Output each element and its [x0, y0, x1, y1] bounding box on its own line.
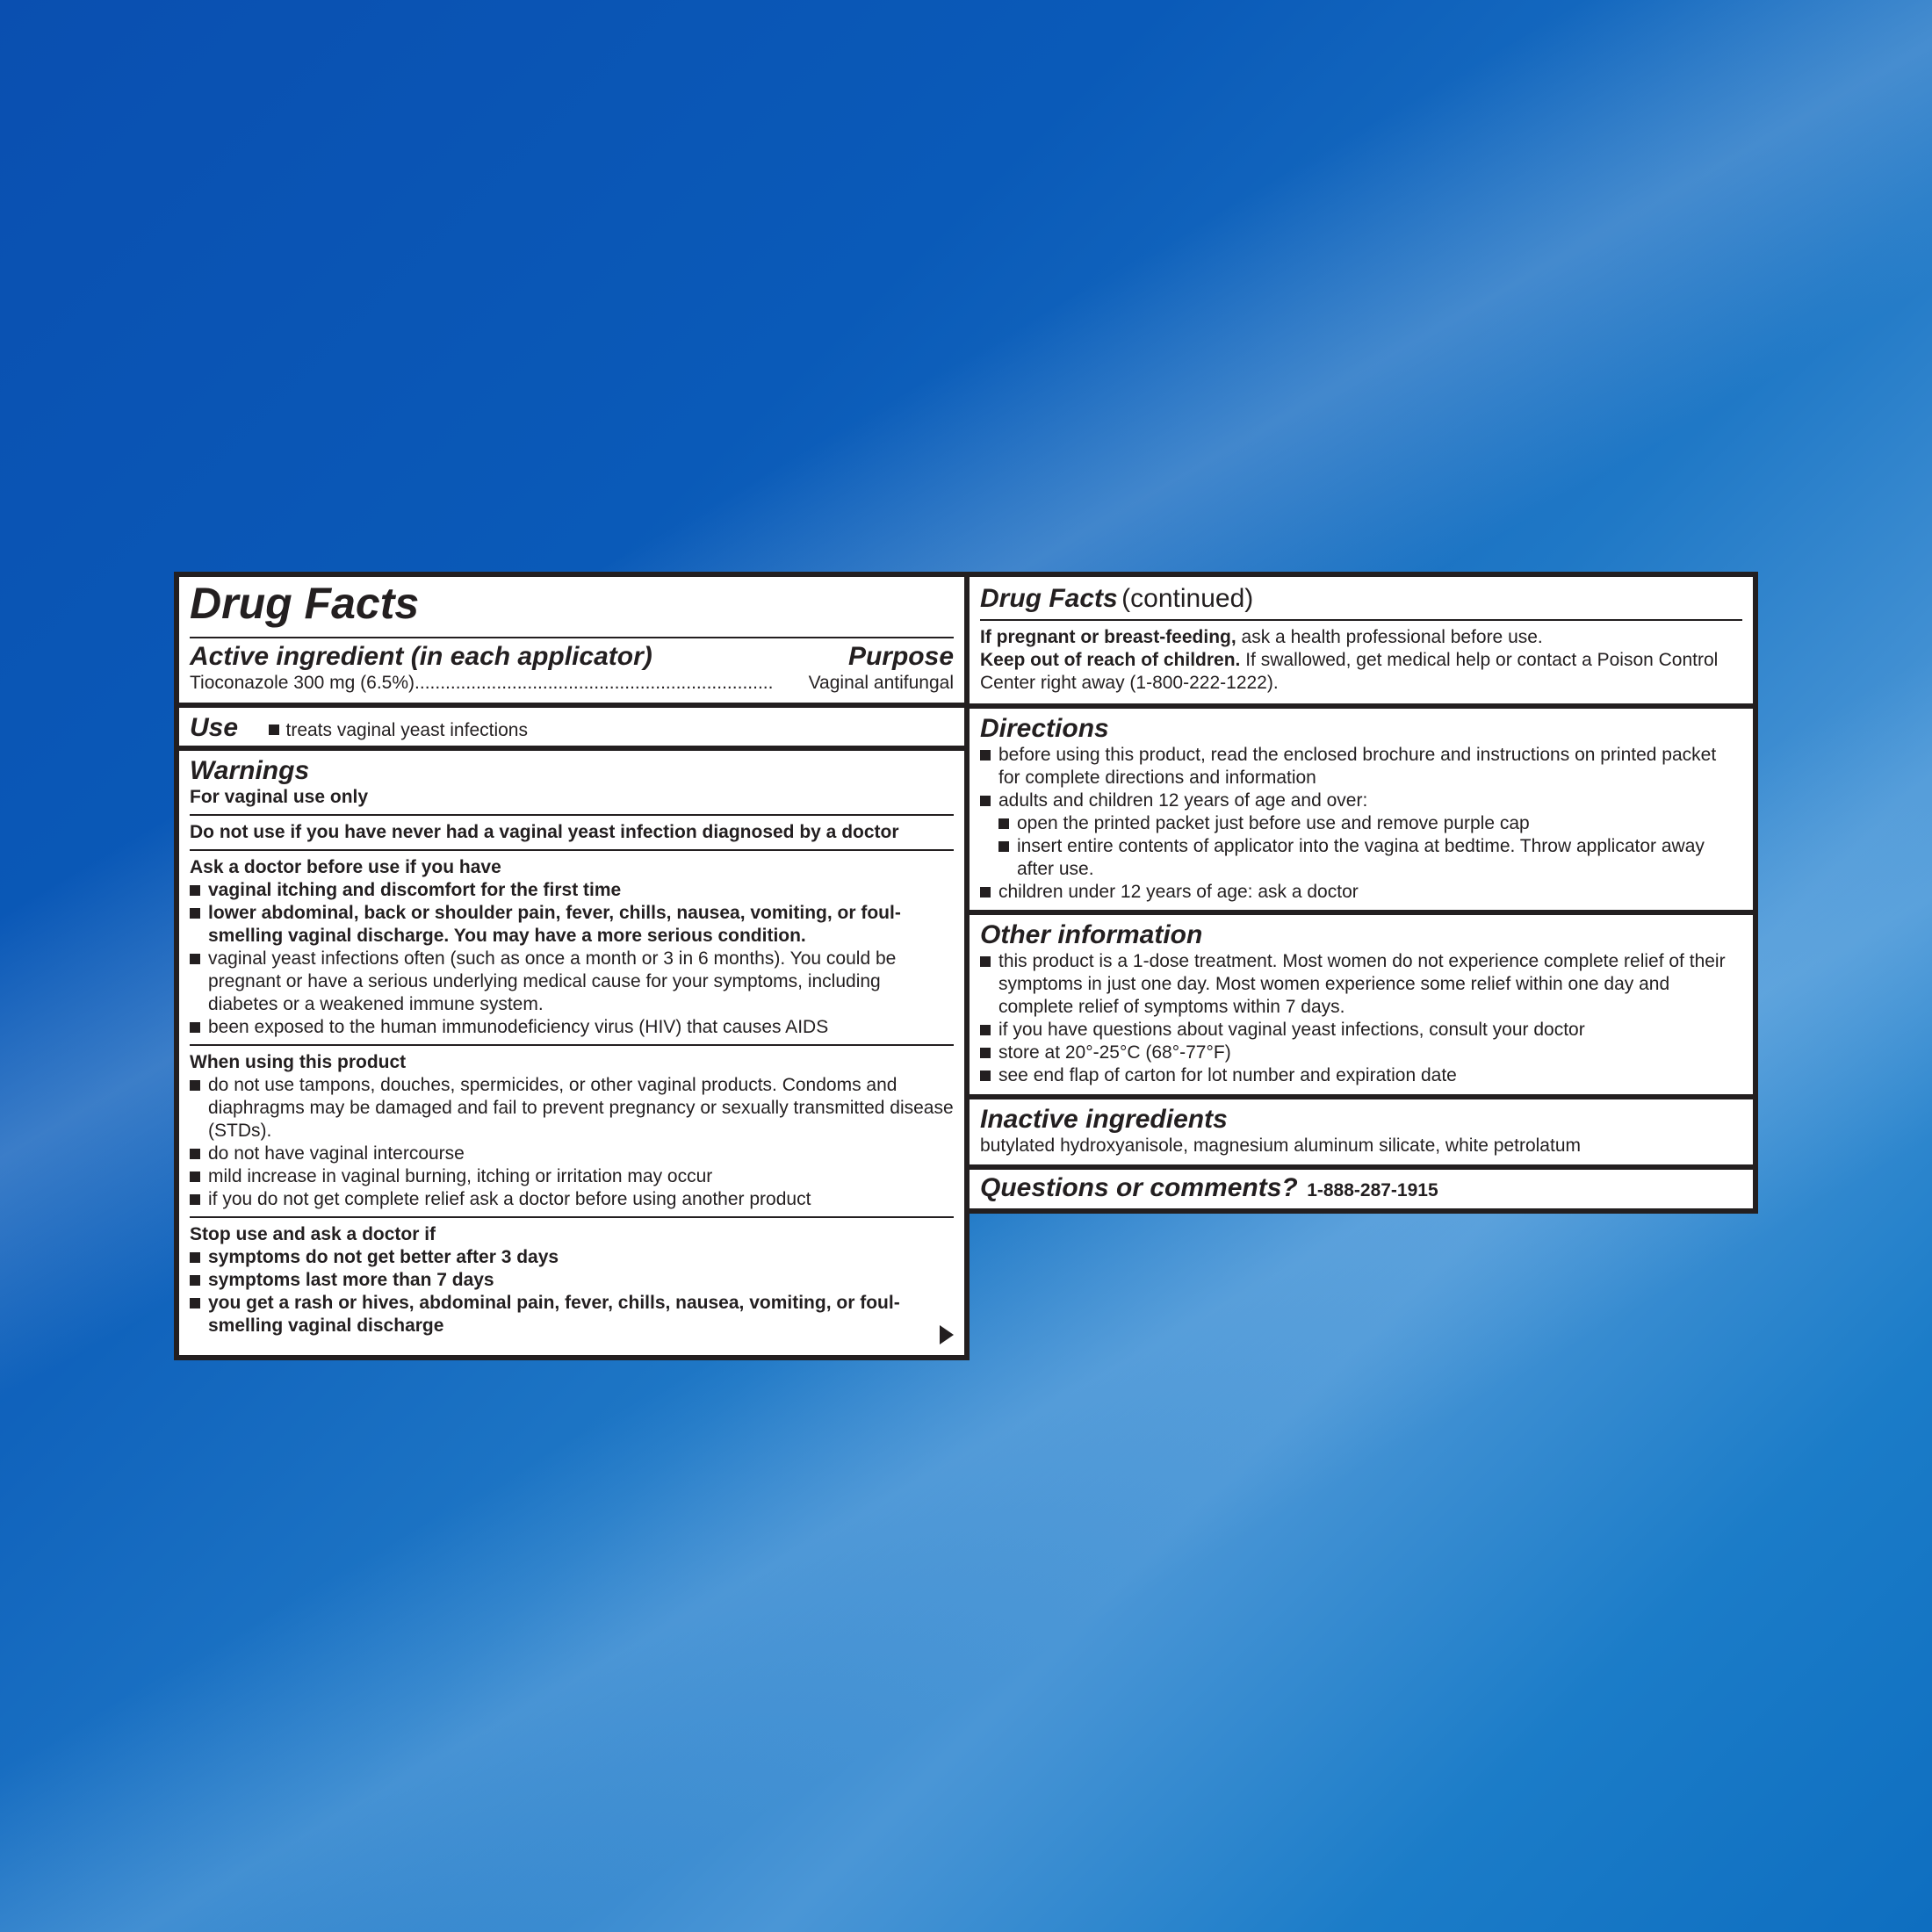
other-info-heading: Other information	[980, 920, 1203, 949]
divider	[190, 637, 954, 638]
drug-facts-panel-right	[964, 572, 1758, 1214]
square-bullet-icon	[190, 1194, 200, 1205]
square-bullet-icon	[190, 1171, 200, 1182]
square-bullet-icon	[980, 956, 991, 967]
square-bullet-icon	[998, 818, 1009, 829]
ingredient-leader-dots: ......................................................................	[415, 673, 774, 693]
list-item: vaginal yeast infections often (such as once a month or 3 in 6 months). You could be pregnant or have a serious underlying medical cause for your symptoms, including diabetes or a weakened immune system.	[190, 948, 954, 1016]
divider	[190, 1044, 954, 1046]
list-item: mild increase in vaginal burning, itching or irritation may occur	[190, 1165, 954, 1188]
continued-label: (continued)	[1121, 584, 1254, 613]
list-item: do not have vaginal intercourse	[190, 1143, 954, 1165]
list-item: lower abdominal, back or shoulder pain, fever, chills, nausea, vomiting, or foul-smelling vaginal discharge. You may have a more serious condition.	[190, 902, 954, 948]
square-bullet-icon	[980, 750, 991, 761]
list-item: insert entire contents of applicator into the vagina at bedtime. Throw applicator away after use.	[998, 835, 1742, 881]
square-bullet-icon	[980, 887, 991, 898]
square-bullet-icon	[190, 1149, 200, 1159]
drug-facts-title: Drug Facts	[190, 579, 420, 628]
warnings-section	[179, 751, 964, 1355]
list-item: if you do not get complete relief ask a doctor before using another product	[190, 1188, 954, 1211]
divider	[190, 849, 954, 851]
when-using-heading: When using this product	[190, 1052, 407, 1072]
list-item: store at 20°-25°C (68°-77°F)	[980, 1042, 1742, 1064]
list-item: adults and children 12 years of age and over:	[980, 789, 1742, 812]
square-bullet-icon	[980, 796, 991, 806]
ask-doctor-list	[190, 879, 954, 1039]
pregnant-warning-text: ask a health professional before use.	[1241, 627, 1543, 647]
list-item: if you have questions about vaginal yeast infections, consult your doctor	[980, 1019, 1742, 1042]
square-bullet-icon	[190, 1080, 200, 1091]
ask-doctor-heading: Ask a doctor before use if you have	[190, 857, 501, 877]
divider	[980, 619, 1742, 621]
keep-out-text: If swallowed, get medical help or contact a Poison Control Center right away (1-800-222-1222).	[980, 650, 1719, 693]
when-using-list	[190, 1074, 954, 1211]
list-item: children under 12 years of age: ask a doctor	[980, 881, 1742, 904]
square-bullet-icon	[998, 841, 1009, 852]
other-info-section	[970, 915, 1753, 1099]
directions-heading: Directions	[980, 714, 1109, 743]
purpose-heading: Purpose	[847, 642, 954, 671]
directions-list	[980, 744, 1742, 904]
square-bullet-icon	[269, 724, 279, 735]
square-bullet-icon	[190, 1275, 200, 1286]
list-item: symptoms do not get better after 3 days	[190, 1246, 954, 1269]
warnings-heading: Warnings	[190, 756, 310, 785]
do-not-use-text: Do not use if you have never had a vaginal yeast infection diagnosed by a doctor	[190, 822, 899, 842]
divider	[190, 1216, 954, 1218]
inactive-ingredients-section	[970, 1099, 1753, 1170]
purpose-value: Vaginal antifungal	[808, 673, 954, 693]
square-bullet-icon	[190, 1022, 200, 1033]
keep-out-bold: Keep out of reach of children.	[980, 650, 1241, 670]
active-ingredient-heading: Active ingredient (in each applicator)	[190, 642, 652, 671]
drug-facts-panel-left	[174, 572, 970, 1360]
use-section	[179, 708, 964, 751]
inactive-ingredients-text: butylated hydroxyanisole, magnesium aluminum silicate, white petrolatum	[980, 1135, 1581, 1156]
inactive-ingredients-heading: Inactive ingredients	[980, 1105, 1228, 1134]
list-item: see end flap of carton for lot number and expiration date	[980, 1064, 1742, 1087]
square-bullet-icon	[980, 1071, 991, 1081]
list-item: open the printed packet just before use and remove purple cap	[998, 812, 1742, 835]
questions-heading: Questions or comments?	[980, 1173, 1298, 1202]
continue-arrow-icon	[940, 1325, 954, 1344]
list-item: this product is a 1-dose treatment. Most women do not experience complete relief of their symptoms in just one day. Most women experience some relief within one day and complete relief of symptoms within 7 days.	[980, 950, 1742, 1019]
stop-use-heading: Stop use and ask a doctor if	[190, 1224, 436, 1244]
square-bullet-icon	[190, 1298, 200, 1308]
square-bullet-icon	[190, 885, 200, 896]
directions-section	[970, 709, 1753, 915]
ingredient-name: Tioconazole 300 mg (6.5%)	[190, 673, 415, 693]
use-text: treats vaginal yeast infections	[285, 720, 528, 740]
square-bullet-icon	[190, 954, 200, 964]
list-item: do not use tampons, douches, spermicides, or other vaginal products. Condoms and diaphragms may be damaged and fail to prevent pregnancy or sexually transmitted disease (STDs).	[190, 1074, 954, 1143]
list-item: you get a rash or hives, abdominal pain, fever, chills, nausea, vomiting, or foul-smelling vaginal discharge	[190, 1292, 954, 1337]
square-bullet-icon	[980, 1048, 991, 1058]
list-item: before using this product, read the enclosed brochure and instructions on printed packet for complete directions and information	[980, 744, 1742, 789]
title-section	[179, 577, 964, 708]
ingredient-row	[190, 672, 954, 695]
pregnant-warning-bold: If pregnant or breast-feeding,	[980, 627, 1236, 647]
use-heading: Use	[190, 713, 239, 742]
square-bullet-icon	[980, 1025, 991, 1035]
list-item: vaginal itching and discomfort for the first time	[190, 879, 954, 902]
questions-section	[970, 1170, 1753, 1208]
vaginal-use-only: For vaginal use only	[190, 787, 369, 807]
square-bullet-icon	[190, 908, 200, 919]
drug-facts-continued-title: Drug Facts	[980, 584, 1118, 613]
list-item: symptoms last more than 7 days	[190, 1269, 954, 1292]
other-info-list	[980, 950, 1742, 1087]
questions-phone: 1-888-287-1915	[1307, 1180, 1438, 1200]
square-bullet-icon	[190, 1252, 200, 1263]
list-item: been exposed to the human immunodeficiency virus (HIV) that causes AIDS	[190, 1016, 954, 1039]
stop-use-list	[190, 1246, 954, 1337]
continued-section	[970, 577, 1753, 709]
